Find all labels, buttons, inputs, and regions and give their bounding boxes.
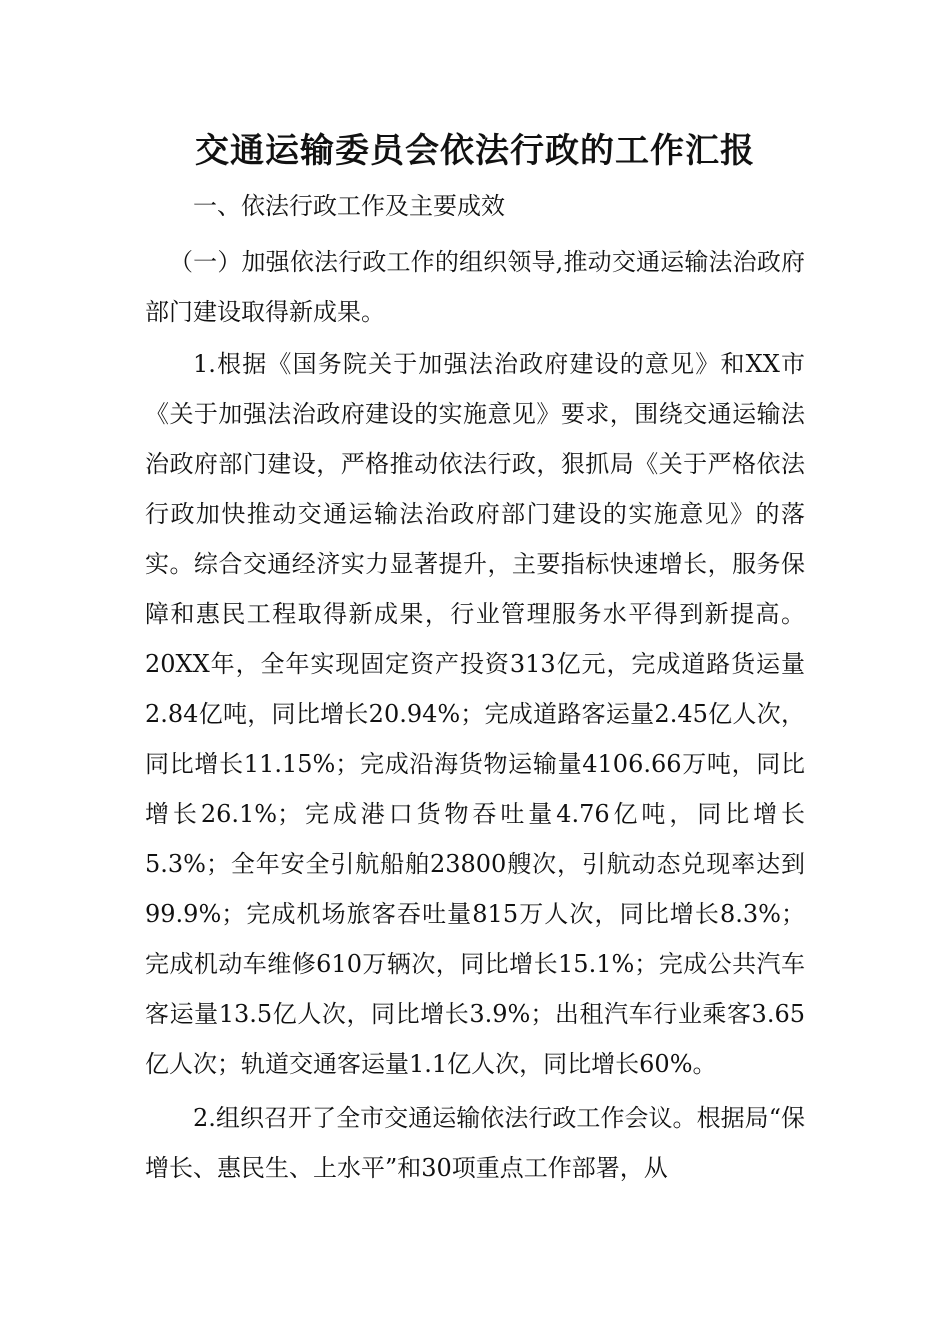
document-body: [145, 181, 805, 1193]
paragraph-2: 2.组织召开了全市交通运输依法行政工作会议。根据局“保增长、惠民生、上水平”和30项重点工作部署，从: [145, 1104, 805, 1182]
paragraph-1: 1.根据《国务院关于加强法治政府建设的意见》和XX市《关于加强法治政府建设的实施意见》要求，围绕交通运输法治政府部门建设，严格推动依法行政，狠抓局《关于严格依法行政加快推动交通运输法治政府部门建设的实施意见》的落实。综合交通经济实力显著提升，主要指标快速增长，服务保障和惠民工程取得新成果，行业管理服务水平得到新提高。20XX年，全年实现固定资产投资313亿元，完成道路货运量2.84亿吨，同比增长20.94%；完成道路客运量2.45亿人次，同比增长11.15%；完成沿海货物运输量4106.66万吨，同比增长26.1%；完成港口货物吞吐量4.76亿吨，同比增长5.3%；全年安全引航船舶23800艘次，引航动态兑现率达到99.9%；完成机场旅客吞吐量815万人次，同比增长8.3%；完成机动车维修610万辆次，同比增长15.1%；完成公共汽车客运量13.5亿人次，同比增长3.9%；出租汽车行业乘客3.65亿人次；轨道交通客运量1.1亿人次，同比增长60%。: [145, 350, 805, 1078]
subsection-heading: （一）加强依法行政工作的组织领导,推动交通运输法治政府部门建设取得新成果。: [145, 248, 805, 326]
section-heading: 一、依法行政工作及主要成效: [193, 192, 505, 220]
document-title: 交通运输委员会依法行政的工作汇报: [195, 131, 755, 171]
